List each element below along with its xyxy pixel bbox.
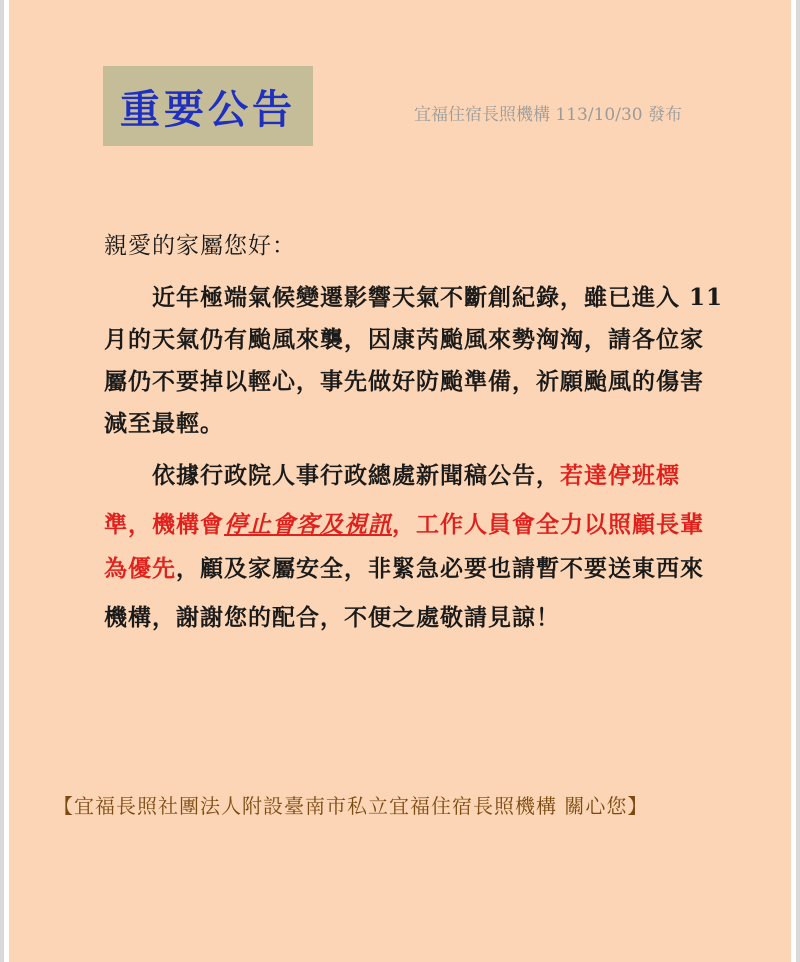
- paragraph2-line4: 機構，謝謝您的配合，不便之處敬請見諒！: [104, 604, 560, 631]
- paragraph1-line2: 月的天氣仍有颱風來襲，因康芮颱風來勢洶洶，請各位家: [104, 326, 704, 353]
- paragraph2-suspend-visits: 停止會客及視訊: [224, 511, 392, 538]
- notice-title: 重要公告: [120, 85, 296, 133]
- window-edge-left: [0, 0, 4, 962]
- paragraph2-line3: [104, 554, 704, 584]
- paragraph1-line3: 屬仍不要掉以輕心，事先做好防颱準備，祈願颱風的傷害: [104, 368, 704, 395]
- paragraph2-line2-highlight-b: ，工作人員會全力以照顧長輩: [392, 511, 704, 538]
- paragraph2-line2-highlight-a: 準，機構會: [104, 511, 224, 538]
- paragraph2-line2: [104, 510, 704, 540]
- issued-by-line: 宜福住宿長照機構 113/10/30 發布: [414, 105, 682, 125]
- paragraph2-line3-text: ，顧及家屬安全，非緊急必要也請暫不要送東西來: [176, 555, 704, 582]
- paragraph2-line1: [152, 461, 680, 491]
- paragraph2-line1-text: 依據行政院人事行政總處新聞稿公告，: [152, 462, 560, 489]
- paragraph2-line1-highlight: 若達停班標: [560, 462, 680, 489]
- paragraph2-line3-highlight: 為優先: [104, 555, 176, 582]
- paragraph1-line4: 減至最輕。: [104, 410, 224, 437]
- title-banner: [103, 66, 313, 146]
- greeting: 親愛的家屬您好：: [104, 233, 296, 259]
- window-edge-right: [796, 0, 800, 962]
- footer-signature: 【宜福長照社團法人附設臺南市私立宜福住宿長照機構 關心您】: [53, 794, 649, 818]
- paragraph1-line1: 近年極端氣候變遷影響天氣不斷創紀錄，雖已進入 11: [152, 284, 724, 311]
